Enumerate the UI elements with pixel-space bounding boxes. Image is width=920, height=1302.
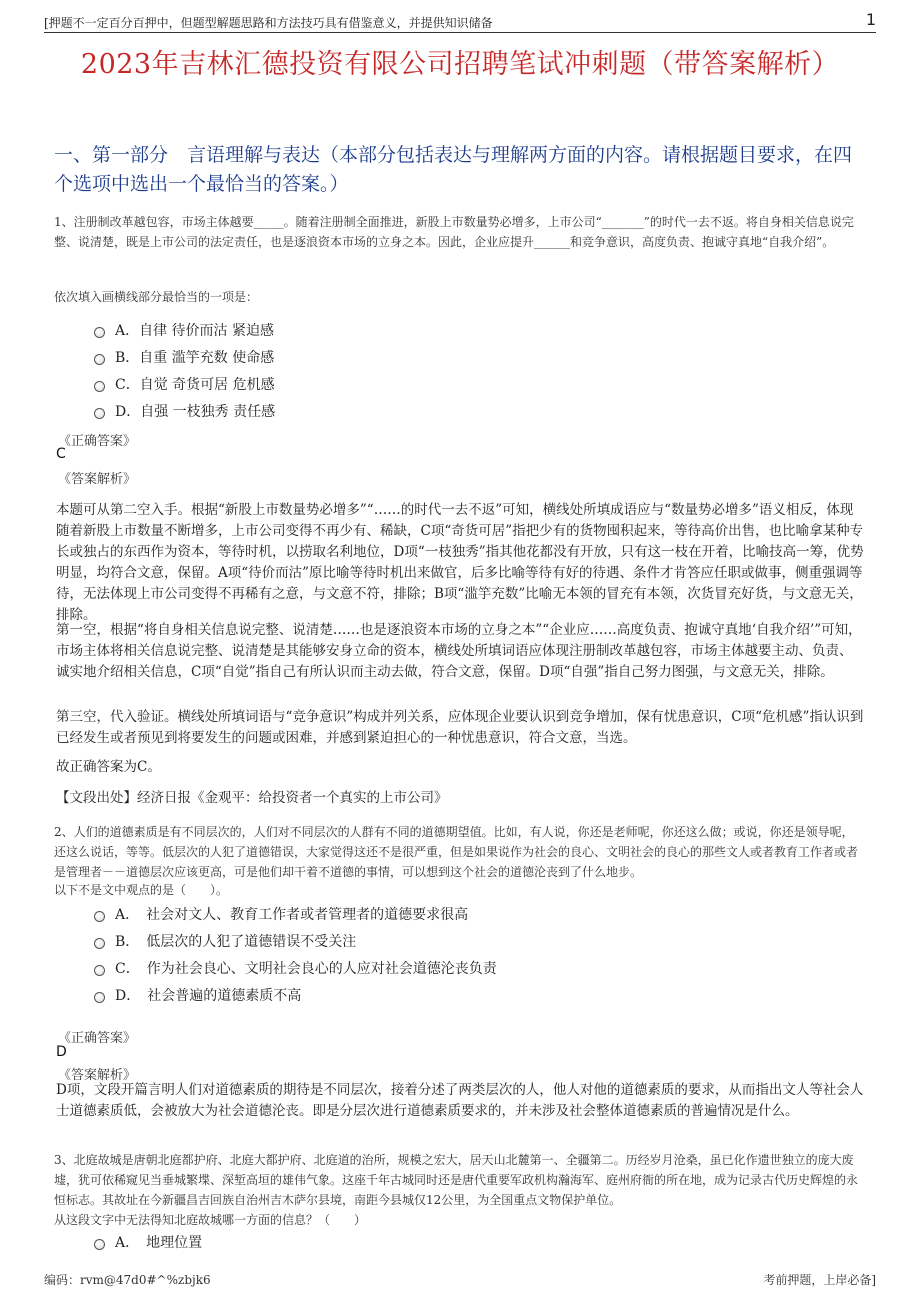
option-label: C．自觉 奇货可居 危机感 bbox=[115, 377, 275, 393]
question-3-text: 3、北庭故城是唐朝北庭都护府、北庭大都护府、北庭道的治所，规模之宏大，居天山北麓第一、全疆第二。历经岁月沧桑，虽已化作遗世独立的庞大废墟，犹可依稀窥见当垂城繁堞、深堑高垣的雄伟气象。这座千年古城同时还是唐代重要军政机构瀚海军、庭州府衙的所在地，成为记录古代历史辉煌的永恒标志。其故址在今新疆昌吉回族自治州吉木萨尔县境，南距今县城仅12公里，为全国重点文物保护单位。 bbox=[54, 1153, 859, 1207]
question-1-source: 【文段出处】经济日报《金观平：给投资者一个真实的上市公司》 bbox=[56, 790, 448, 806]
question-2-answer: D bbox=[56, 1044, 67, 1060]
question-1-analysis-label: 《答案解析》 bbox=[58, 472, 137, 487]
question-1-text: 1、注册制改革越包容，市场主体越要_____。随着注册制全面推进，新股上市数量势必增多，上市公司“_______”的时代一去不返。将自身相关信息说完整、说清楚，既是上市公司的法定责任，也是逐浪资本市场的立身之本。因此，企业应提升______和竞争意识，高度负责、抱诚守真地“自我介绍”。 bbox=[54, 215, 854, 249]
radio-icon[interactable] bbox=[94, 327, 105, 338]
header-disclaimer: [押题不一定百分百押中，但题型解题思路和方法技巧具有借鉴意义，并提供知识储备 bbox=[44, 16, 493, 30]
radio-icon[interactable] bbox=[94, 381, 105, 392]
option-label: B．自重 滥竽充数 使命感 bbox=[115, 350, 275, 366]
question-1-prompt: 依次填入画横线部分最恰当的一项是： bbox=[54, 290, 259, 304]
radio-icon[interactable] bbox=[94, 965, 105, 976]
question-2-prompt: 以下不是文中观点的是（ ）。 bbox=[54, 883, 229, 897]
page-header bbox=[44, 10, 876, 33]
option-label: D． 社会普遍的道德素质不高 bbox=[115, 988, 302, 1004]
question-2-analysis-label: 《答案解析》 bbox=[58, 1068, 137, 1083]
radio-icon[interactable] bbox=[94, 1239, 105, 1250]
page-number: 1 bbox=[865, 10, 876, 29]
radio-icon[interactable] bbox=[94, 992, 105, 1003]
option-label: A． 地理位置 bbox=[115, 1235, 203, 1251]
radio-icon[interactable] bbox=[94, 408, 105, 419]
document-title: 2023年吉林汇德投资有限公司招聘笔试冲刺题（带答案解析） bbox=[80, 49, 840, 80]
footer-slogan: 考前押题，上岸必备] bbox=[763, 1273, 876, 1287]
question-1-analysis-p3: 第三空，代入验证。横线处所填词语与“竞争意识”构成并列关系，应体现企业要认识到竞争增加，保有忧患意识，C项“危机感”指认识到已经发生或者预见到将要发生的问题或困难，并感到紧迫担心的一种忧患意识，符合文意，当选。 bbox=[56, 709, 864, 746]
footer-code: 编码：rvm@47d0#^%zbjk6 bbox=[44, 1273, 211, 1287]
question-2-option-a[interactable] bbox=[94, 904, 468, 924]
radio-icon[interactable] bbox=[94, 938, 105, 949]
question-1-answer-label: 《正确答案》 bbox=[58, 434, 137, 449]
question-2-option-c[interactable] bbox=[94, 958, 497, 978]
question-2-option-b[interactable] bbox=[94, 931, 356, 951]
question-1-option-a[interactable] bbox=[94, 320, 274, 340]
radio-icon[interactable] bbox=[94, 354, 105, 365]
question-2-option-d[interactable] bbox=[94, 985, 301, 1005]
question-3-prompt: 从这段文字中无法得知北庭故城哪一方面的信息？（ ） bbox=[54, 1213, 367, 1227]
question-1-answer: C bbox=[56, 446, 66, 462]
question-3-option-a[interactable] bbox=[94, 1232, 202, 1252]
question-2-answer-label: 《正确答案》 bbox=[58, 1031, 137, 1046]
question-1-option-c[interactable] bbox=[94, 374, 275, 394]
radio-icon[interactable] bbox=[94, 911, 105, 922]
question-1-analysis-p4: 故正确答案为C。 bbox=[56, 759, 161, 775]
option-label: C． 作为社会良心、文明社会良心的人应对社会道德沦丧负责 bbox=[115, 961, 497, 977]
question-1-analysis-p1: 本题可从第二空入手。根据“新股上市数量势必增多”“……的时代一去不返”可知，横线处所填成语应与“数量势必增多”语义相反，体现随着新股上市数量不断增多，上市公司变得不再少有、稀缺，C项“奇货可居”指把少有的货物囤积起来，等待高价出售，也比喻拿某种专长或独占的东西作为资本，等待时机，以捞取名利地位，D项“一枝独秀”指其他花都没有开放，只有这一枝在开着，比喻技高一筹，优势明显，均符合文意，保留。A项“待价而沽”原比喻等待时机出来做官，后多比喻等待有好的待遇、条件才肯答应任职或做事，侧重强调等待，无法体现上市公司变得不再稀有之意，与文意不符，排除；B项“滥竽充数”比喻无本领的冒充有本领，次货冒充好货，与文意无关，排除。 bbox=[56, 502, 864, 623]
option-label: B． 低层次的人犯了道德错误不受关注 bbox=[115, 934, 357, 950]
option-label: A．自律 待价而沽 紧迫感 bbox=[115, 323, 275, 339]
option-label: D．自强 一枝独秀 责任感 bbox=[115, 404, 276, 420]
question-1-option-d[interactable] bbox=[94, 401, 275, 421]
question-2-analysis: D项，文段开篇言明人们对道德素质的期待是不同层次，接着分述了两类层次的人，他人对他的道德素质的要求，从而指出文人等社会人士道德素质低，会被放大为社会道德沦丧。即是分层次进行道德素质要求的，并未涉及社会整体道德素质的普遍情况是什么。 bbox=[56, 1082, 864, 1119]
question-2-text: 2、人们的道德素质是有不同层次的，人们对不同层次的人群有不同的道德期望值。比如，有人说，你还是老师呢，你还这么做；或说，你还是领导呢，还这么说话，等等。低层次的人犯了道德错误，大家觉得这还不是很严重，但是如果说作为社会的良心、文明社会的良心的那些文人或者教育工作者或者是管理者－－道德层次应该更高，可是他们却干着不道德的事情，可以想到这个社会的道德沦丧到了什么地步。 bbox=[54, 825, 859, 879]
question-1-option-b[interactable] bbox=[94, 347, 274, 367]
section-heading: 一、第一部分 言语理解与表达（本部分包括表达与理解两方面的内容。请根据题目要求，在四个选项中选出一个最恰当的答案。） bbox=[54, 144, 853, 195]
option-label: A． 社会对文人、教育工作者或者管理者的道德要求很高 bbox=[115, 907, 469, 923]
question-1-analysis-p2: 第一空，根据“将自身相关信息说完整、说清楚……也是逐浪资本市场的立身之本”“企业应……高度负责、抱诚守真地‘自我介绍’”可知，市场主体将相关信息说完整、说清楚是其能够安身立命的资本，横线处所填词语应体现注册制改革越包容，市场主体越要主动、负责、诚实地介绍相关信息，C项“自觉”指自己有所认识而主动去做，符合文意，保留。D项“自强”指自己努力图强，与文意无关，排除。 bbox=[56, 622, 862, 680]
